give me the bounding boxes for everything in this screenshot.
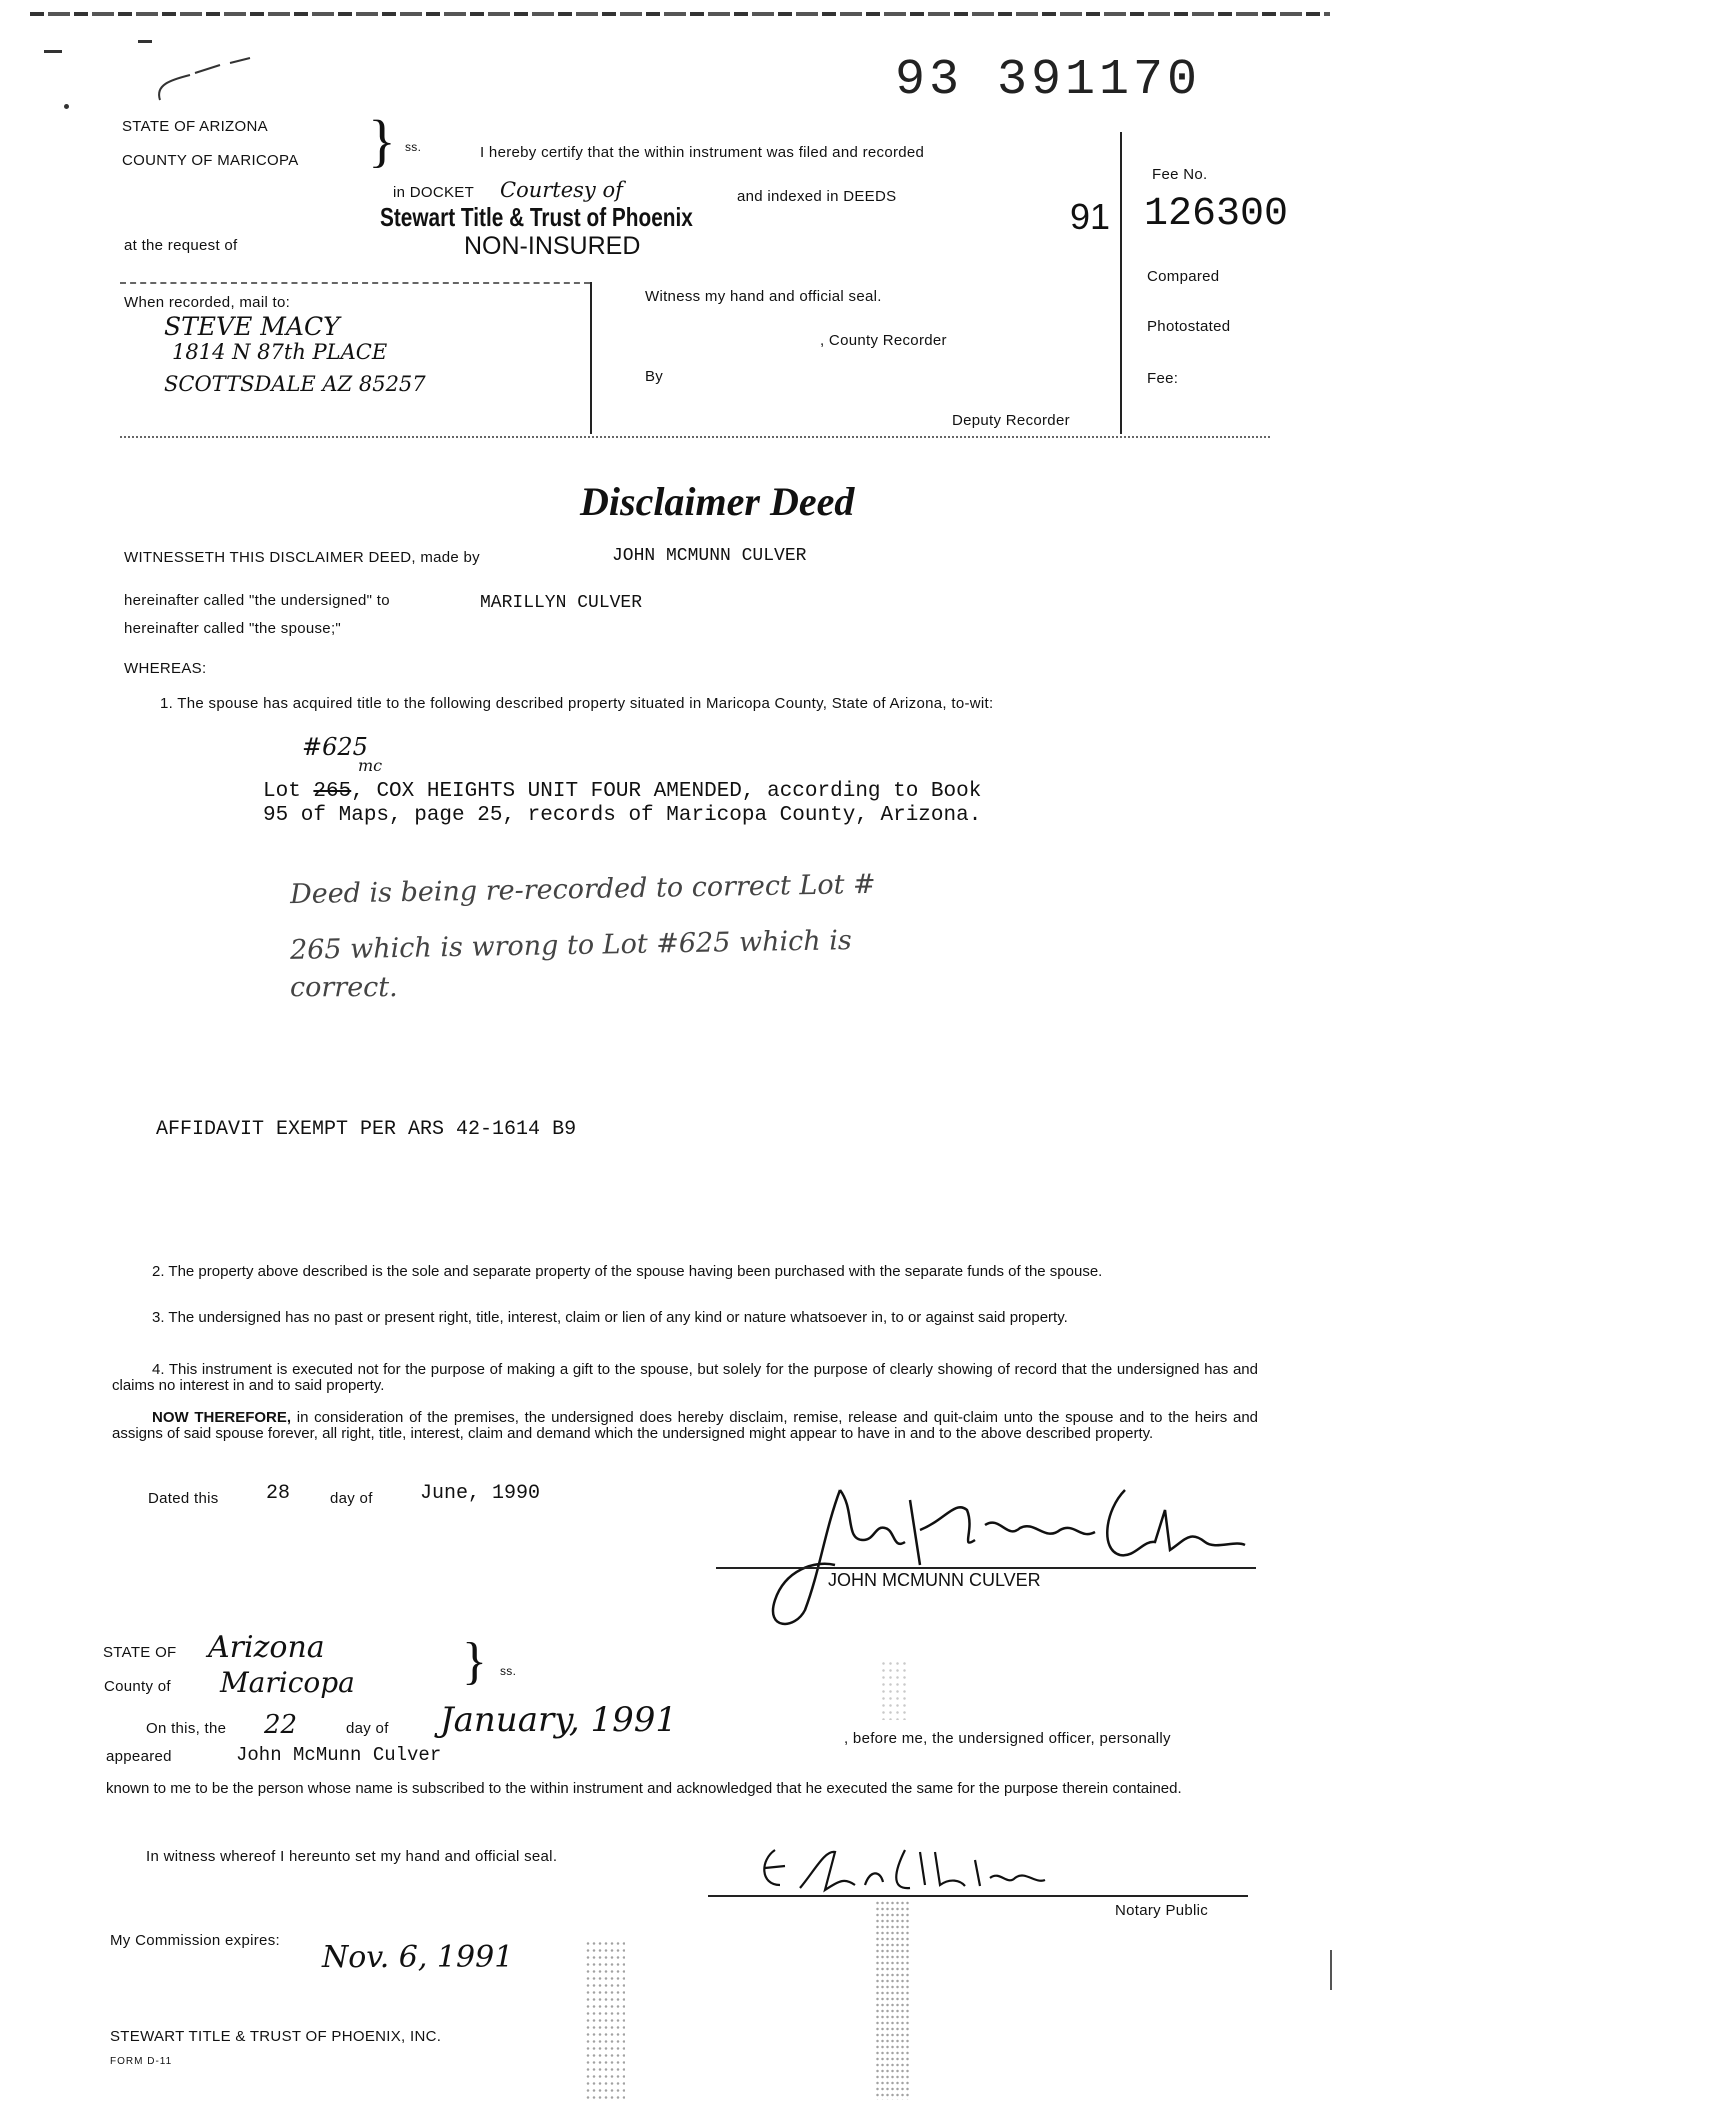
hereinafter-undersigned: hereinafter called "the undersigned" to bbox=[124, 592, 390, 609]
scan-curve-mark bbox=[150, 55, 260, 105]
dated-day: 28 bbox=[266, 1482, 291, 1505]
notary-signature bbox=[745, 1840, 1065, 1900]
grantor-name: JOHN MCMUNN CULVER bbox=[612, 546, 807, 566]
footer-form: FORM D-11 bbox=[110, 2056, 173, 2067]
clause-1: 1. The spouse has acquired title to the following described property situated in Maricopa County, State of Arizona, to-wit: bbox=[160, 695, 994, 712]
document-number: 93 391170 bbox=[895, 52, 1202, 109]
scan-speckle bbox=[880, 1660, 910, 1720]
notary-witness-text: In witness whereof I hereunto set my hand and official seal. bbox=[146, 1848, 558, 1865]
scan-speckle bbox=[585, 1940, 625, 2100]
non-insured: NON-INSURED bbox=[464, 232, 641, 260]
ss-label: ss. bbox=[405, 140, 422, 154]
header-divider bbox=[120, 282, 590, 284]
notary-state-value: Arizona bbox=[208, 1630, 325, 1665]
notary-signature-line bbox=[708, 1895, 1248, 1897]
clause-3: 3. The undersigned has no past or present right, title, interest, claim or lien of any kind or nature whatsoever in, to or against said property. bbox=[152, 1309, 1068, 1326]
notary-day: 22 bbox=[264, 1710, 298, 1740]
scan-speckle bbox=[875, 1900, 910, 2100]
grantor-signature-line bbox=[716, 1567, 1256, 1569]
at-request-label: at the request of bbox=[124, 237, 238, 254]
mail-line-3: SCOTTSDALE AZ 85257 bbox=[164, 372, 426, 396]
affidavit-exempt: AFFIDAVIT EXEMPT PER ARS 42-1614 B9 bbox=[156, 1118, 577, 1141]
whereas-label: WHEREAS: bbox=[124, 660, 207, 677]
appeared-name: John McMunn Culver bbox=[236, 1744, 442, 1766]
scan-top-edge bbox=[30, 12, 1330, 16]
witness-text: Witness my hand and official seal. bbox=[645, 288, 882, 305]
mail-to-label: When recorded, mail to: bbox=[124, 294, 291, 311]
signer-name: JOHN MCMUNN CULVER bbox=[828, 1570, 1041, 1590]
witnesseth-text: WITNESSETH THIS DISCLAIMER DEED, made by bbox=[124, 549, 480, 566]
notary-month-year: January, 1991 bbox=[440, 1700, 678, 1740]
mail-line-2: 1814 N 87th PLACE bbox=[172, 340, 388, 364]
handwritten-note-1: Deed is being re-recorded to correct Lot # bbox=[289, 868, 876, 911]
deputy-recorder: Deputy Recorder bbox=[952, 412, 1070, 429]
now-therefore-lead: NOW THEREFORE, bbox=[152, 1409, 292, 1426]
fee-label: Fee: bbox=[1147, 370, 1179, 387]
county-line: COUNTY OF MARICOPA bbox=[122, 152, 299, 169]
state-line: STATE OF ARIZONA bbox=[122, 118, 268, 135]
legal-lot-prefix: Lot bbox=[263, 780, 314, 803]
handwritten-note-2: 265 which is wrong to Lot #625 which is bbox=[289, 925, 852, 966]
compared-label: Compared bbox=[1147, 268, 1220, 285]
lot-correction: #625 bbox=[302, 733, 368, 761]
now-therefore-rest: in consideration of the premises, the undersigned does hereby disclaim, remise, release and quit-claim unto the spouse and to the heirs and assigns of said spouse forever, all right, title, interest, claim and demand which the undersigned might appear to have in and to the above described property. bbox=[112, 1409, 1258, 1442]
day-of-label: day of bbox=[330, 1490, 373, 1507]
brace: } bbox=[368, 108, 396, 173]
notary-ss: ss. bbox=[500, 1664, 517, 1678]
on-this-label: On this, the bbox=[146, 1720, 227, 1737]
before-me-text: , before me, the undersigned officer, personally bbox=[844, 1730, 1171, 1747]
notary-county-value: Maricopa bbox=[220, 1666, 355, 1699]
spouse-name: MARILLYN CULVER bbox=[480, 593, 643, 613]
notary-public-label: Notary Public bbox=[1115, 1902, 1209, 1919]
scan-mark bbox=[44, 50, 62, 53]
legal-lot-struck: 265 bbox=[313, 780, 352, 803]
legal-line-1-rest: , COX HEIGHTS UNIT FOUR AMENDED, according to Book bbox=[351, 780, 982, 803]
dated-this-label: Dated this bbox=[148, 1490, 219, 1507]
clause-4 bbox=[112, 1362, 1258, 1394]
company-name: Stewart Title & Trust of Phoenix bbox=[380, 202, 693, 232]
notary-county-label: County of bbox=[104, 1678, 171, 1695]
county-recorder: , County Recorder bbox=[820, 332, 947, 349]
by-label: By bbox=[645, 368, 664, 385]
appeared-label: appeared bbox=[106, 1748, 172, 1765]
header-bottom-line bbox=[120, 436, 1270, 438]
dated-month-year: June, 1990 bbox=[420, 1482, 541, 1505]
mail-column-divider bbox=[590, 282, 592, 434]
notary-state-label: STATE OF bbox=[103, 1644, 177, 1661]
fee-no-label: Fee No. bbox=[1152, 166, 1208, 183]
clause-2: 2. The property above described is the sole and separate property of the spouse having been purchased with the separate funds of the spouse. bbox=[152, 1263, 1103, 1280]
courtesy-of: Courtesy of bbox=[500, 178, 623, 202]
hereinafter-spouse: hereinafter called "the spouse;" bbox=[124, 620, 342, 637]
handwritten-note-3: correct. bbox=[290, 972, 398, 1003]
fee-no: 126300 bbox=[1144, 192, 1289, 237]
deed-title: Disclaimer Deed bbox=[580, 479, 855, 524]
indexed-text: and indexed in DEEDS bbox=[737, 188, 897, 205]
photostated-label: Photostated bbox=[1147, 318, 1231, 335]
scan-mark bbox=[138, 40, 152, 43]
fee-column-divider bbox=[1120, 132, 1122, 434]
legal-description-line-1 bbox=[263, 780, 981, 803]
legal-description-line-2: 95 of Maps, page 25, records of Maricopa County, Arizona. bbox=[263, 804, 982, 827]
notary-day-of: day of bbox=[346, 1720, 389, 1737]
commission-date: Nov. 6, 1991 bbox=[322, 1940, 514, 1975]
notary-brace: } bbox=[462, 1633, 487, 1690]
clause-4-text: 4. This instrument is executed not for the purpose of making a gift to the spouse, but solely for the purpose of clearly showing of record that the undersigned has and claims no interest in and to said property. bbox=[112, 1361, 1258, 1394]
mail-line-1: STEVE MACY bbox=[164, 312, 340, 341]
grantor-signature bbox=[745, 1470, 1265, 1630]
known-text: known to me to be the person whose name is subscribed to the within instrument and acknowledged that he executed the same for the purpose therein contained. bbox=[106, 1780, 1182, 1797]
footer-company: STEWART TITLE & TRUST OF PHOENIX, INC. bbox=[110, 2028, 442, 2045]
commission-label: My Commission expires: bbox=[110, 1932, 280, 1949]
now-therefore bbox=[112, 1410, 1258, 1442]
lot-initials: mc bbox=[358, 756, 383, 775]
page-prefix: 91 bbox=[1070, 196, 1111, 237]
certify-text: I hereby certify that the within instrument was filed and recorded bbox=[480, 144, 925, 161]
scan-edge-mark bbox=[1330, 1950, 1332, 1990]
docket-text: in DOCKET bbox=[393, 184, 475, 201]
scan-mark bbox=[64, 104, 69, 109]
